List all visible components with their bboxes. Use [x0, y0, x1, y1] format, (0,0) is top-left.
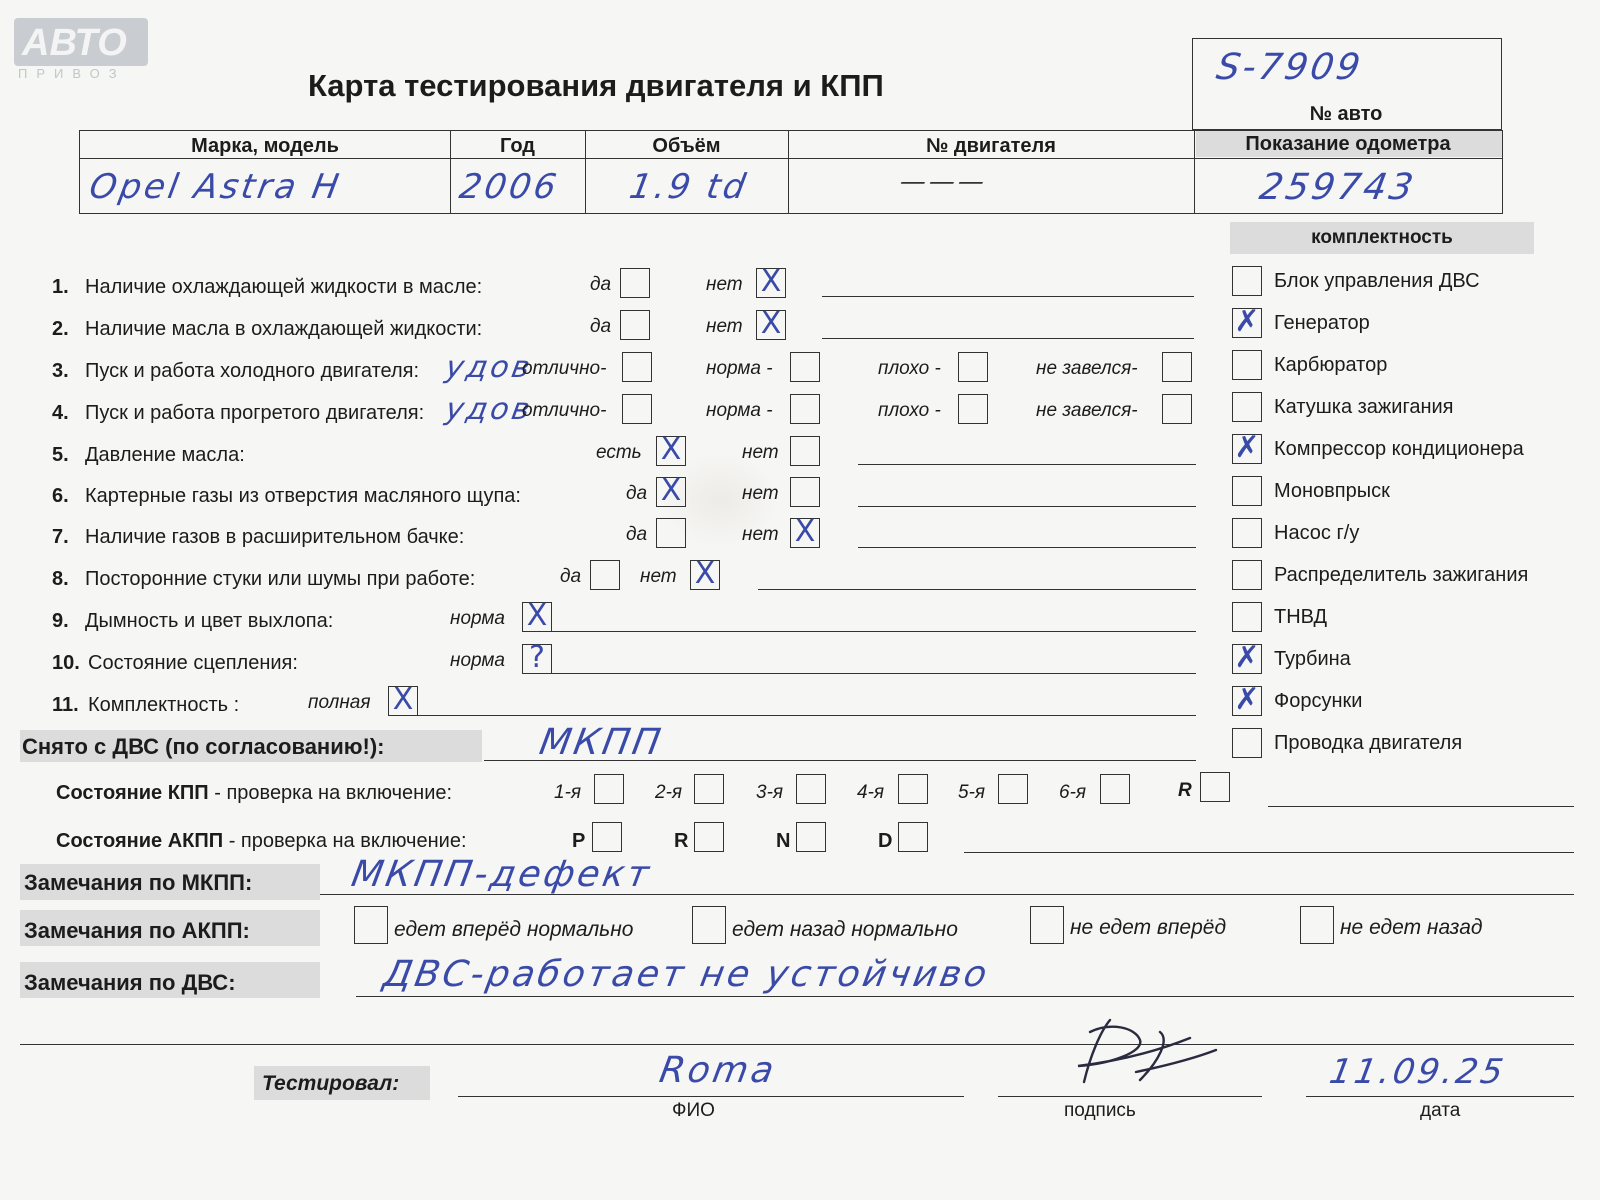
completeness-item-label: Блок управления ДВС [1274, 270, 1480, 292]
completeness-item-label: Распределитель зажигания [1274, 564, 1529, 586]
completeness-box[interactable] [1232, 602, 1262, 632]
gear-2-box[interactable] [694, 774, 724, 804]
q10-text: Состояние сцепления: [88, 652, 298, 674]
q3-nostart-box[interactable] [1162, 352, 1192, 382]
removed-label: Снято с ДВС (по согласованию!): [22, 734, 385, 759]
completeness-item-label: Карбюратор [1274, 354, 1388, 376]
gear-r-label: R [1178, 780, 1192, 801]
col-volume-header: Объём [652, 135, 721, 157]
q1-opt2-box[interactable] [756, 264, 786, 299]
completeness-box[interactable] [1232, 266, 1262, 296]
q3-opt-bad: плохо - [878, 358, 941, 379]
gear-1-box[interactable] [594, 774, 624, 804]
completeness-box[interactable] [1232, 640, 1262, 675]
tested-by-label: Тестировал: [262, 1072, 400, 1095]
q2-opt1-box[interactable] [620, 310, 650, 340]
tester-name-value: Roma [656, 1050, 780, 1091]
check-x-icon: ✗ [1234, 640, 1260, 675]
q6-text: Картерные газы из отверстия масляного щупа: [85, 485, 521, 507]
mkpp-state-label [56, 782, 452, 805]
q2-opt2-label: нет [706, 316, 743, 337]
akpp-forward-ok-box[interactable] [354, 906, 388, 944]
completeness-item-label: Проводка двигателя [1274, 732, 1463, 754]
year-value: 2006 [456, 167, 563, 207]
completeness-box[interactable] [1232, 728, 1262, 758]
completeness-item-label: Генератор [1274, 312, 1370, 334]
akpp-n-box[interactable] [796, 822, 826, 852]
q5-text: Давление масла: [85, 444, 245, 466]
q1-opt1-box[interactable] [620, 268, 650, 298]
q3-text: Пуск и работа холодного двигателя: [85, 360, 420, 382]
q11-opt1-label: полная [308, 692, 371, 713]
check-x-icon: ✗ [1234, 304, 1260, 339]
check-x-icon: X [760, 264, 782, 299]
gear-1-label: 1-я [554, 782, 582, 803]
check-x-icon: X [660, 432, 682, 467]
q4-opt-normal: норма - [706, 400, 773, 421]
akpp-d-box[interactable] [898, 822, 928, 852]
check-x-icon: X [760, 306, 782, 341]
akpp-p-box[interactable] [592, 822, 622, 852]
completeness-item-label: Компрессор кондиционера [1274, 438, 1524, 460]
completeness-item-label: Катушка зажигания [1274, 396, 1454, 418]
q3-opt-excellent: отлично- [522, 358, 607, 379]
completeness-title-text: комплектность [1311, 227, 1453, 248]
q4-text: Пуск и работа прогретого двигателя: [85, 402, 425, 424]
q11-number: 11. [52, 694, 79, 716]
completeness-box[interactable] [1232, 304, 1262, 339]
q6-opt2-label: нет [742, 483, 779, 504]
q11-text: Комплектность : [88, 694, 240, 716]
q9-text: Дымность и цвет выхлопа: [85, 610, 334, 632]
check-x-icon: X [392, 682, 414, 717]
gear-4-label: 4-я [857, 782, 885, 803]
akpp-no-backward-label: не едет назад [1340, 916, 1483, 939]
q4-nostart-box[interactable] [1162, 394, 1192, 424]
remarks-mkpp-label: Замечания по МКПП: [24, 870, 253, 895]
remarks-akpp-label: Замечания по АКПП: [24, 918, 250, 943]
gear-3-box[interactable] [796, 774, 826, 804]
completeness-item-label: Насос г/у [1274, 522, 1360, 544]
akpp-n-label: N [776, 830, 791, 852]
akpp-backward-ok-label: едет назад нормально [732, 918, 958, 941]
volume-value: 1.9 td [626, 167, 752, 207]
signature-image [1040, 1002, 1220, 1102]
completeness-box[interactable] [1232, 476, 1262, 506]
gear-4-box[interactable] [898, 774, 928, 804]
check-x-icon: ✗ [1234, 430, 1260, 465]
q3-excellent-box[interactable] [622, 352, 652, 382]
akpp-no-forward-box[interactable] [1030, 906, 1064, 944]
q1-opt2-label: нет [706, 274, 743, 295]
completeness-item-label: Турбина [1274, 648, 1351, 670]
akpp-r-box[interactable] [694, 822, 724, 852]
q10-opt1-box[interactable] [522, 640, 552, 675]
q3-bad-box[interactable] [958, 352, 988, 382]
q3-handwritten: удов [442, 350, 536, 385]
q5-number: 5. [52, 444, 69, 466]
check-x-icon: X [694, 556, 716, 591]
col-year-header: Год [500, 135, 535, 157]
col-brand-header: Марка, модель [191, 135, 339, 157]
q10-opt1-label: норма [450, 650, 505, 671]
signature-label: подпись [1064, 1100, 1136, 1121]
completeness-box[interactable] [1232, 350, 1262, 380]
remarks-dvs-value: ДВС-работает не устойчиво [380, 954, 993, 995]
q4-handwritten: удов [442, 392, 536, 427]
q3-opt-nostart: не завелся- [1036, 358, 1138, 379]
page-title: Карта тестирования двигателя и КПП [308, 68, 884, 103]
q1-number: 1. [52, 276, 69, 298]
odometer-value: 259743 [1256, 167, 1420, 208]
q5-opt2-box[interactable] [790, 436, 820, 466]
q3-number: 3. [52, 360, 69, 382]
remarks-dvs-label: Замечания по ДВС: [24, 970, 236, 995]
brand-value: Opel Astra H [86, 167, 345, 207]
q8-text: Посторонние стуки или шумы при работе: [85, 568, 476, 590]
gear-5-box[interactable] [998, 774, 1028, 804]
auto-number-box [1192, 38, 1502, 130]
q7-opt2-label: нет [742, 524, 779, 545]
engine-no-value: ——— [897, 167, 990, 197]
completeness-item-label: Форсунки [1274, 690, 1363, 712]
mkpp-state-label-rest: - проверка на включение: [208, 782, 453, 804]
q11-opt1-box[interactable] [388, 682, 418, 717]
question-mark-icon: ? [529, 640, 545, 675]
q5-opt1-box[interactable] [656, 432, 686, 467]
gear-5-label: 5-я [958, 782, 986, 803]
q2-opt1-label: да [590, 316, 612, 337]
watermark-logo-text: АВТО [22, 22, 127, 64]
q9-number: 9. [52, 610, 69, 632]
q6-number: 6. [52, 485, 69, 507]
completeness-title [1230, 222, 1534, 254]
watermark-sub: ПРИВОЗ [18, 66, 126, 81]
q6-opt1-box[interactable] [656, 473, 686, 508]
q8-opt2-box[interactable] [690, 556, 720, 591]
q2-text: Наличие масла в охлаждающей жидкости: [85, 318, 483, 340]
akpp-backward-ok-box[interactable] [692, 906, 726, 944]
q4-opt-bad: плохо - [878, 400, 941, 421]
q7-opt2-box[interactable] [790, 514, 820, 549]
q4-opt-excellent: отлично- [522, 400, 607, 421]
akpp-d-label: D [878, 830, 893, 852]
completeness-box[interactable] [1232, 682, 1262, 717]
completeness-item-label: ТНВД [1274, 606, 1328, 628]
q5-opt2-label: нет [742, 442, 779, 463]
q7-number: 7. [52, 526, 69, 548]
watermark-logo [14, 18, 148, 66]
gear-6-box[interactable] [1100, 774, 1130, 804]
completeness-box[interactable] [1232, 560, 1262, 590]
akpp-r-label: R [674, 830, 689, 852]
q9-opt1-box[interactable] [522, 598, 552, 633]
check-x-icon: ✗ [1234, 682, 1260, 717]
col-engine-no-header: № двигателя [926, 135, 1056, 157]
mkpp-state-label-bold: Состояние КПП [56, 782, 209, 804]
q3-normal-box[interactable] [790, 352, 820, 382]
completeness-box[interactable] [1232, 518, 1262, 548]
q8-opt2-label: нет [640, 566, 677, 587]
q4-excellent-box[interactable] [622, 394, 652, 424]
completeness-item-label: Моновпрыск [1274, 480, 1390, 502]
gear-r-box[interactable] [1200, 772, 1230, 802]
akpp-p-label: P [572, 830, 586, 852]
q2-number: 2. [52, 318, 69, 340]
removed-value: МКПП [536, 722, 667, 763]
q5-opt1-label: есть [596, 442, 642, 463]
q4-normal-box[interactable] [790, 394, 820, 424]
q8-number: 8. [52, 568, 69, 590]
q3-opt-normal: норма - [706, 358, 773, 379]
remarks-mkpp-value: МКПП-дефект [348, 854, 656, 895]
date-label: дата [1420, 1100, 1461, 1121]
akpp-no-backward-box[interactable] [1300, 906, 1334, 944]
header-table [79, 130, 1503, 214]
q7-opt1-label: да [626, 524, 648, 545]
q4-number: 4. [52, 402, 69, 424]
q8-opt1-box[interactable] [590, 560, 620, 590]
akpp-state-label-rest: - проверка на включение: [223, 830, 467, 852]
completeness-box[interactable] [1232, 430, 1262, 465]
q6-opt1-label: да [626, 483, 648, 504]
q7-text: Наличие газов в расширительном бачке: [85, 526, 465, 548]
check-x-icon: X [660, 473, 682, 508]
q4-bad-box[interactable] [958, 394, 988, 424]
akpp-forward-ok-label: едет вперёд нормально [394, 918, 634, 941]
gear-3-label: 3-я [756, 782, 784, 803]
akpp-state-label-bold: Состояние АКПП [56, 830, 224, 852]
col-odometer-header: Показание одометра [1245, 133, 1451, 155]
completeness-box[interactable] [1232, 392, 1262, 422]
akpp-no-forward-label: не едет вперёд [1070, 916, 1227, 939]
q10-number: 10. [52, 652, 80, 674]
check-x-icon: X [526, 598, 548, 633]
gear-2-label: 2-я [655, 782, 683, 803]
q1-opt1-label: да [590, 274, 612, 295]
fio-label: ФИО [672, 1100, 715, 1121]
q6-opt2-box[interactable] [790, 477, 820, 507]
gear-6-label: 6-я [1059, 782, 1087, 803]
q8-opt1-label: да [560, 566, 582, 587]
akpp-state-label [56, 830, 467, 853]
q7-opt1-box[interactable] [656, 518, 686, 548]
q9-opt1-label: норма [450, 608, 505, 629]
q2-opt2-box[interactable] [756, 306, 786, 341]
q1-text: Наличие охлаждающей жидкости в масле: [85, 276, 483, 298]
q4-opt-nostart: не завелся- [1036, 400, 1138, 421]
date-value: 11.09.25 [1326, 1052, 1509, 1092]
check-x-icon: X [794, 514, 816, 549]
auto-number-label: № авто [1309, 103, 1383, 125]
auto-number-value: S-7909 [1213, 47, 1367, 88]
